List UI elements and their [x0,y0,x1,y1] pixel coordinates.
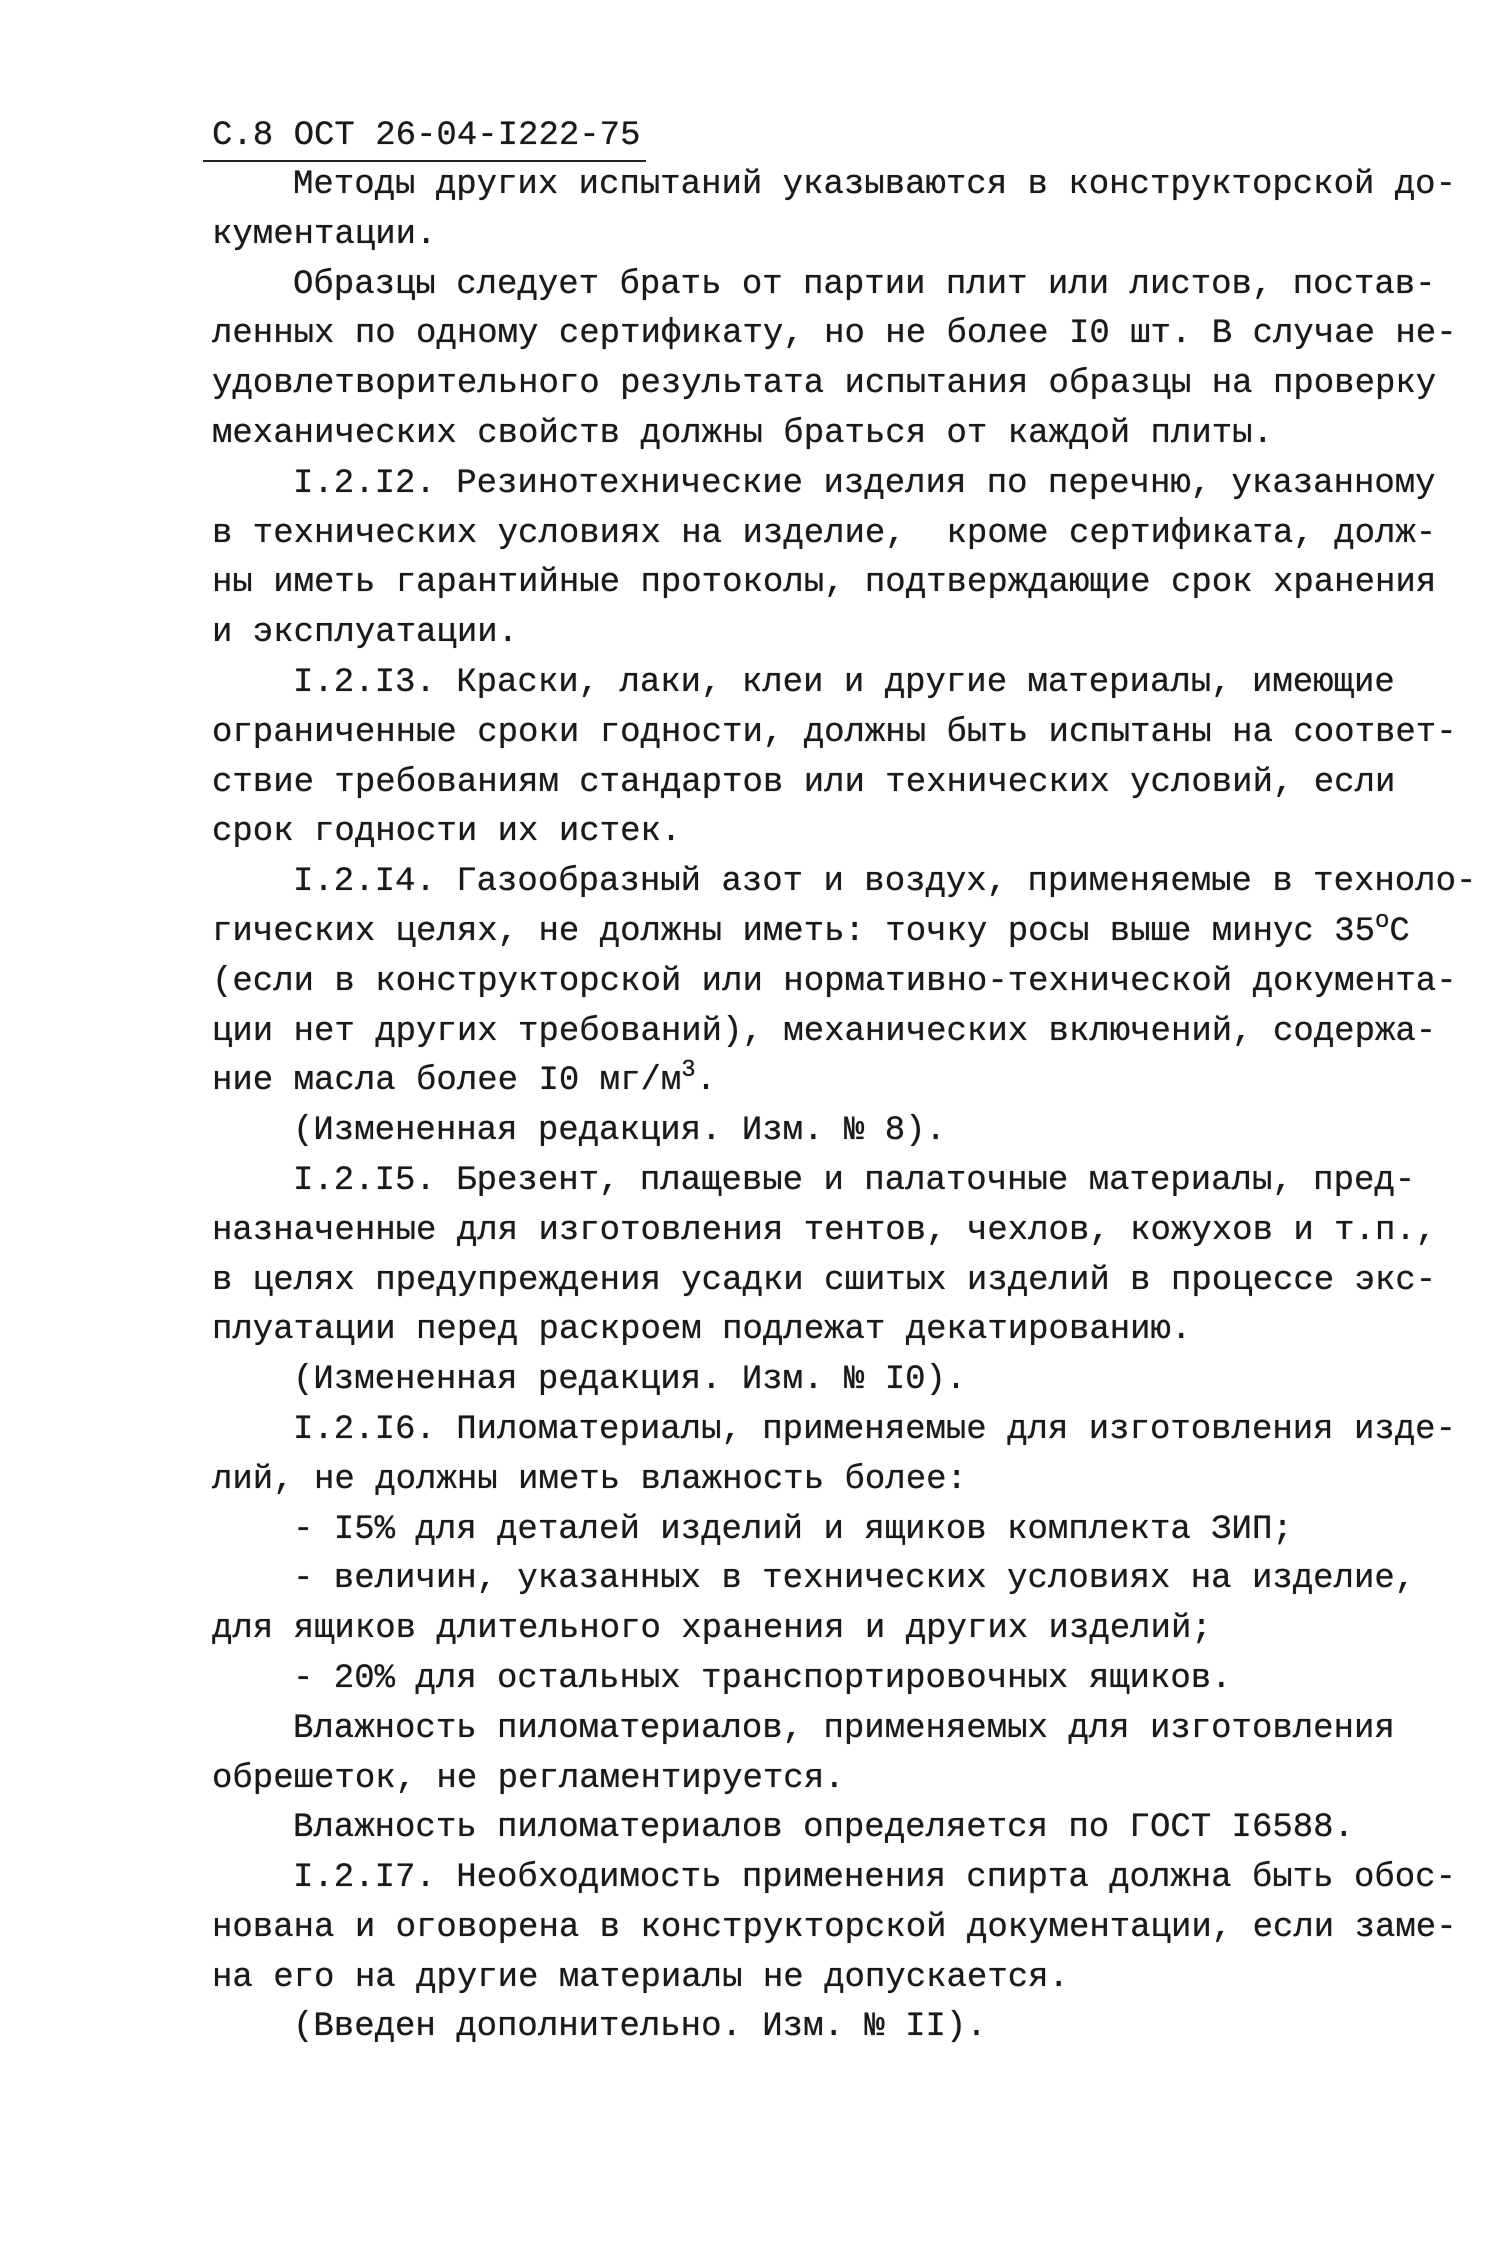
text-line: в целях предупреждения усадки сшитых изделий в процессе экс- [212,1261,1437,1300]
list-item-20-percent [212,1655,1482,1705]
text-line: ограниченные сроки годности, должны быть испытаны на соответ- [212,713,1457,752]
text-line: I.2.I5. Брезент, плащевые и палаточные материалы, пред- [293,1161,1416,1200]
text-line: лий, не должны иметь влажность более: [212,1460,967,1499]
text-line: ствие требованиям стандартов или технических условий, если [212,763,1396,802]
text-line: - I5% для деталей изделий и ящиков комплекта ЗИП; [293,1510,1293,1549]
paragraph-other-test-methods [212,161,1482,261]
clause-1-2-15 [212,1157,1482,1356]
text-line: I.2.I6. Пиломатериалы, применяемые для изготовления изде- [293,1410,1456,1449]
text-line: назначенные для изготовления тентов, чехлов, кожухов и т.п., [212,1211,1437,1250]
text-line: I.2.I7. Необходимость применения спирта должна быть обос- [293,1859,1456,1898]
clause-1-2-17 [212,1854,1482,2003]
text-line: I.2.I3. Краски, лаки, клеи и другие материалы, имеющие [293,663,1395,702]
text-line: кументации. [212,215,437,254]
paragraph-samples [212,261,1482,460]
text-line: (если в конструкторской или нормативно-технической документа- [212,962,1457,1001]
text-line: (Введен дополнительно. Изм. № II). [293,2008,987,2047]
text-line: нована и оговорена в конструкторской документации, если заме- [212,1908,1457,1947]
clause-1-2-16 [212,1406,1482,1506]
text-line [212,1057,1482,1107]
text-line: обрешеток, не регламентируется. [212,1759,845,1798]
clause-1-2-13 [212,659,1482,858]
text-line: в технических условиях на изделие, кроме сертификата, долж- [212,514,1437,553]
text-line: - 20% для остальных транспортировочных ящиков. [293,1659,1232,1698]
text-line: Методы других испытаний указываются в конструкторской до- [293,166,1456,204]
text-line: - величин, указанных в технических условиях на изделие, [293,1560,1416,1599]
degree-superscript: о [1375,907,1390,935]
amendment-note-8 [212,1107,1482,1157]
text-line: I.2.I4. Газообразный азот и воздух, применяемые в техноло- [293,863,1477,902]
text-line: Влажность пиломатериалов определяется по ГОСТ I6588. [293,1809,1354,1848]
text-line: Образцы следует брать от партии плит или листов, постав- [293,265,1436,304]
line-tail: . [695,1062,717,1101]
amendment-note-11 [212,2003,1482,2053]
text-line: и эксплуатации. [212,614,519,653]
text-line: I.2.I2. Резинотехнические изделия по перечню, указанному [293,464,1436,503]
text-line: ленных по одному сертификату, но не более I0 шт. В случае не- [212,315,1457,354]
line-text: гических целях, не должны иметь: точку росы выше минус 35 [212,912,1375,951]
clause-1-2-14 [212,858,1482,1107]
text-line: ции нет других требований), механических включений, содержа- [212,1012,1437,1051]
line-text: ние масла более I0 мг/м [212,1062,682,1101]
text-line: на его на другие материалы не допускается. [212,1958,1069,1997]
text-line: плуатации перед раскроем подлежат декатированию. [212,1311,1192,1350]
text-line: (Измененная редакция. Изм. № 8). [293,1112,946,1151]
paragraph-lathing-humidity [212,1705,1482,1805]
text-line: удовлетворительного результата испытания образцы на проверку [212,365,1437,404]
text-line: ны иметь гарантийные протоколы, подтверждающие срок хранения [212,564,1437,603]
cubic-superscript: 3 [681,1057,696,1085]
text-line: механических свойств должны браться от каждой плиты. [212,414,1273,453]
text-line: Влажность пиломатериалов, применяемых для изготовления [293,1709,1395,1748]
text-line: (Измененная редакция. Изм. № I0). [293,1361,967,1400]
amendment-note-10 [212,1356,1482,1406]
list-item-tech-conditions [212,1555,1482,1655]
unit-celsius: С [1389,912,1410,951]
text-line: срок годности их истек. [212,813,682,852]
text-line: для ящиков длительного хранения и других изделий; [212,1610,1212,1649]
page-header: С.8 ОСТ 26-04-I222-75 [203,114,646,162]
list-item-15-percent [212,1506,1482,1556]
text-line [212,908,1482,958]
paragraph-humidity-standard [212,1804,1482,1854]
document-body [212,161,1482,2053]
clause-1-2-12 [212,460,1482,659]
